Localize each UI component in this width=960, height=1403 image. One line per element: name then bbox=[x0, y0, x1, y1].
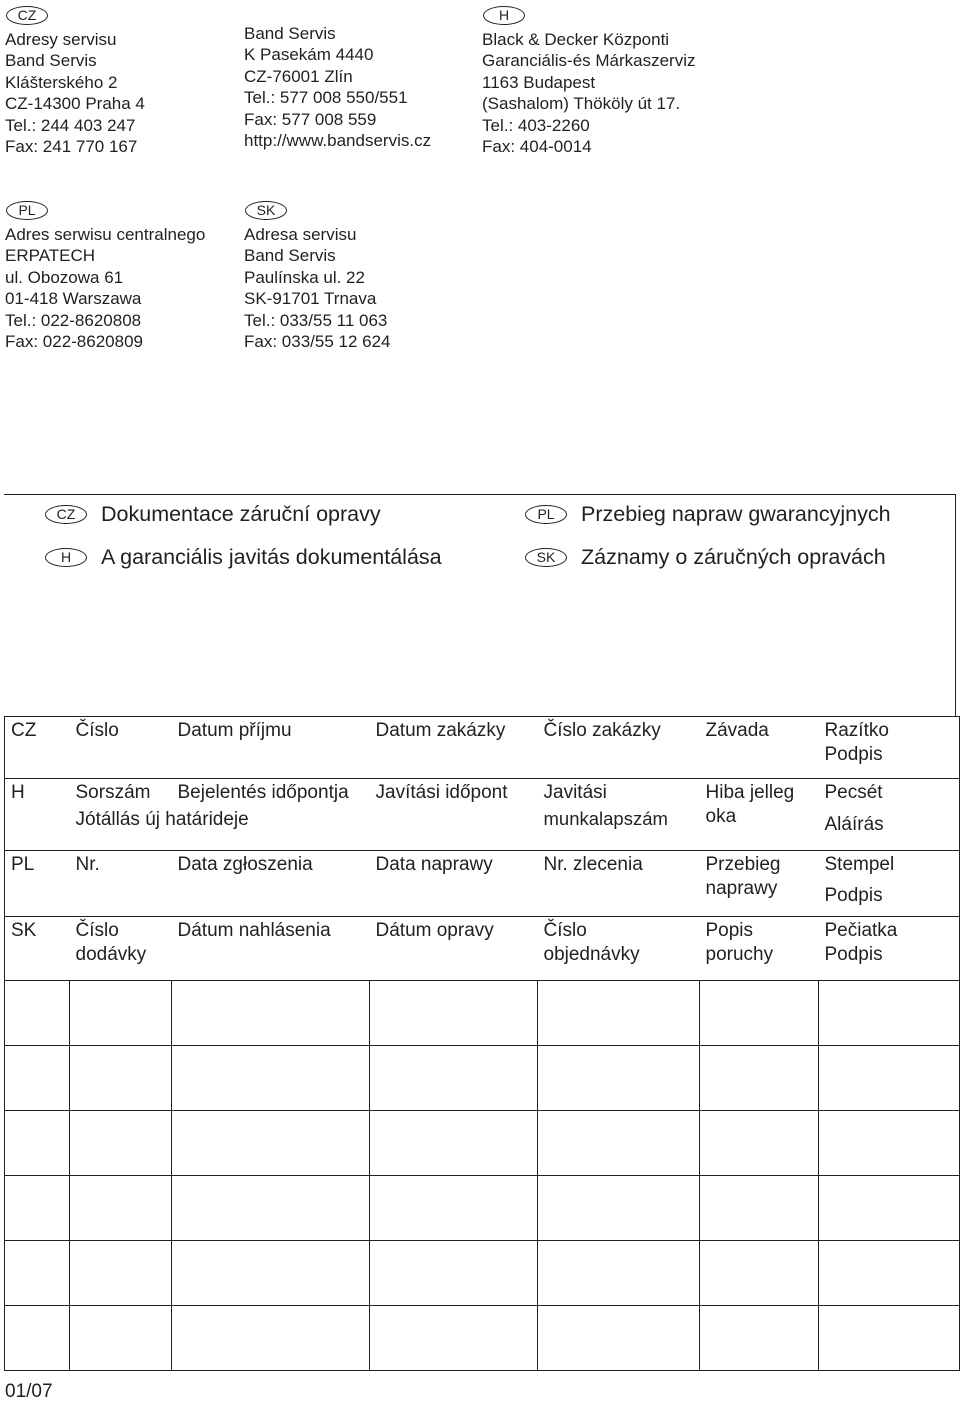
table-cell[interactable] bbox=[538, 1111, 700, 1176]
table-cell[interactable] bbox=[538, 1306, 700, 1371]
title-pl bbox=[525, 502, 891, 527]
address-line: 1163 Budapest bbox=[482, 72, 596, 92]
country-badge-sk: SK bbox=[245, 201, 287, 220]
table-cell[interactable] bbox=[70, 1046, 172, 1111]
col-order-number-label-a: Číslo bbox=[543, 920, 587, 941]
table-cell[interactable] bbox=[172, 1306, 370, 1371]
address-line: SK-91701 Trnava bbox=[244, 289, 377, 309]
col-fault bbox=[700, 851, 819, 917]
address-cz-zlin bbox=[244, 23, 431, 151]
table-cell[interactable] bbox=[172, 1241, 370, 1306]
title-cz bbox=[45, 502, 381, 527]
col-order-number bbox=[538, 779, 700, 851]
col-order-date: Data naprawy bbox=[370, 851, 538, 917]
lang-label-pl: PL bbox=[5, 851, 70, 917]
table-cell[interactable] bbox=[700, 1111, 819, 1176]
website-link[interactable]: http://www.bandservis.cz bbox=[244, 131, 432, 151]
title-badge-sk: SK bbox=[525, 548, 567, 567]
table-row bbox=[5, 1241, 960, 1306]
address-h bbox=[482, 4, 696, 157]
table-cell[interactable] bbox=[538, 981, 700, 1046]
title-box bbox=[4, 494, 956, 716]
table-cell[interactable] bbox=[700, 981, 819, 1046]
address-line: Fax: 241 770 167 bbox=[5, 137, 138, 157]
signature-label: Aláírás bbox=[824, 814, 884, 835]
country-badge-pl: PL bbox=[6, 201, 48, 220]
table-cell[interactable] bbox=[5, 1046, 70, 1111]
table-cell[interactable] bbox=[538, 1241, 700, 1306]
header-row-sk bbox=[5, 917, 960, 981]
col-number: Nr. bbox=[70, 851, 172, 917]
country-badge-h: H bbox=[483, 6, 525, 25]
address-line: Tel.: 244 403 247 bbox=[5, 115, 136, 135]
table-cell[interactable] bbox=[700, 1176, 819, 1241]
address-line: Band Servis bbox=[5, 51, 97, 71]
address-line: Fax: 022-8620809 bbox=[5, 332, 143, 352]
title-text-sk: Záznamy o záručných opravách bbox=[581, 545, 886, 569]
table-cell[interactable] bbox=[172, 1176, 370, 1241]
table-row bbox=[5, 1176, 960, 1241]
title-badge-pl: PL bbox=[525, 505, 567, 524]
table-row bbox=[5, 1111, 960, 1176]
col-stamp-signature bbox=[819, 851, 960, 917]
address-line: ul. Obozowa 61 bbox=[5, 267, 124, 287]
table-cell[interactable] bbox=[70, 1111, 172, 1176]
address-line: Fax: 404-0014 bbox=[482, 137, 592, 157]
col-fault: Závada bbox=[700, 717, 819, 779]
table-cell[interactable] bbox=[5, 1241, 70, 1306]
table-cell[interactable] bbox=[5, 1111, 70, 1176]
col-order-number: Nr. zlecenia bbox=[538, 851, 700, 917]
table-cell[interactable] bbox=[819, 1176, 960, 1241]
address-line: Adres serwisu centralnego bbox=[5, 225, 206, 244]
title-text-cz: Dokumentace záruční opravy bbox=[101, 502, 381, 526]
table-row bbox=[5, 981, 960, 1046]
address-line: CZ-14300 Praha 4 bbox=[5, 94, 145, 114]
table-cell[interactable] bbox=[370, 1176, 538, 1241]
table-cell[interactable] bbox=[370, 1111, 538, 1176]
address-line: Tel.: 403-2260 bbox=[482, 115, 590, 135]
lang-label-h: H bbox=[5, 779, 70, 851]
title-sk bbox=[525, 545, 886, 570]
table-cell[interactable] bbox=[172, 1111, 370, 1176]
table-cell[interactable] bbox=[700, 1306, 819, 1371]
address-line: Fax: 577 008 559 bbox=[244, 109, 377, 129]
address-cz-praha bbox=[5, 4, 145, 157]
col-fault-label-a: Przebieg bbox=[705, 854, 781, 875]
col-stamp-signature bbox=[819, 717, 960, 779]
col-fault-label-b: poruchy bbox=[705, 944, 774, 965]
table-cell[interactable] bbox=[819, 1046, 960, 1111]
signature-label: Podpis bbox=[824, 944, 883, 965]
address-line: K Pasekám 4440 bbox=[244, 45, 374, 65]
table-cell[interactable] bbox=[370, 1241, 538, 1306]
address-line: CZ-76001 Zlín bbox=[244, 66, 353, 86]
table-cell[interactable] bbox=[5, 1306, 70, 1371]
col-order-date: Javítási időpont bbox=[370, 779, 538, 851]
col-fault bbox=[700, 917, 819, 981]
col-fault-label-b: oka bbox=[705, 806, 737, 827]
lang-label-sk: SK bbox=[5, 917, 70, 981]
col-stamp-signature bbox=[819, 779, 960, 851]
address-line: Klášterského 2 bbox=[5, 72, 118, 92]
col-fault-label-b: naprawy bbox=[705, 878, 778, 899]
col-order-number-label-b: munkalapszám bbox=[543, 808, 668, 829]
address-line: Fax: 033/55 12 624 bbox=[244, 332, 391, 352]
title-badge-h: H bbox=[45, 548, 87, 567]
signature-label: Podpis bbox=[824, 744, 883, 765]
address-line: Adresa servisu bbox=[244, 225, 357, 244]
table-cell[interactable] bbox=[70, 1176, 172, 1241]
stamp-label: Pecsét bbox=[824, 782, 883, 803]
lang-label-cz: CZ bbox=[5, 717, 70, 779]
col-stamp-signature bbox=[819, 917, 960, 981]
title-text-h: A garanciális javitás dokumentálása bbox=[101, 545, 442, 569]
address-line: Paulínska ul. 22 bbox=[244, 267, 365, 287]
table-cell[interactable] bbox=[700, 1241, 819, 1306]
table-row bbox=[5, 1046, 960, 1111]
col-number-label-b: dodávky bbox=[75, 944, 147, 965]
table-cell[interactable] bbox=[819, 1241, 960, 1306]
address-pl bbox=[5, 199, 205, 352]
col-fault bbox=[700, 779, 819, 851]
signature-label: Podpis bbox=[824, 885, 883, 906]
col-fault-label-a: Popis bbox=[705, 920, 754, 941]
col-number-label-a: Číslo bbox=[75, 920, 119, 941]
col-number-label: Sorszám bbox=[75, 782, 151, 803]
header-row-cz bbox=[5, 717, 960, 779]
col-number bbox=[70, 917, 172, 981]
stamp-label: Pečiatka bbox=[824, 920, 898, 941]
address-line: Band Servis bbox=[244, 24, 336, 43]
address-line: ERPATECH bbox=[5, 246, 96, 266]
warranty-record-table bbox=[4, 716, 960, 1371]
col-number: Číslo bbox=[70, 717, 172, 779]
header-row-pl bbox=[5, 851, 960, 917]
table-cell[interactable] bbox=[700, 1046, 819, 1111]
table-cell[interactable] bbox=[370, 1046, 538, 1111]
col-received-date: Datum příjmu bbox=[172, 717, 370, 779]
header-row-h bbox=[5, 779, 960, 851]
col-received-date-label: Bejelentés időpontja bbox=[177, 782, 349, 803]
address-line: Band Servis bbox=[244, 246, 336, 266]
title-h bbox=[45, 545, 442, 570]
stamp-label: Stempel bbox=[824, 854, 895, 875]
col-received-date: Data zgłoszenia bbox=[172, 851, 370, 917]
country-badge-cz: CZ bbox=[6, 6, 48, 25]
col-order-number bbox=[538, 917, 700, 981]
warranty-new-deadline: Jótállás új határideje bbox=[75, 809, 249, 830]
title-text-pl: Przebieg napraw gwarancyjnych bbox=[581, 502, 891, 526]
table-cell[interactable] bbox=[819, 1306, 960, 1371]
table-cell[interactable] bbox=[819, 1111, 960, 1176]
table-cell[interactable] bbox=[172, 1046, 370, 1111]
address-line: Tel.: 022-8620808 bbox=[5, 310, 142, 330]
table-cell[interactable] bbox=[70, 981, 172, 1046]
table-cell[interactable] bbox=[5, 1176, 70, 1241]
table-cell[interactable] bbox=[70, 1306, 172, 1371]
address-line: Tel.: 577 008 550/551 bbox=[244, 88, 408, 108]
col-order-number-label-b: objednávky bbox=[543, 944, 640, 965]
col-received-date: Dátum nahlásenia bbox=[172, 917, 370, 981]
address-line: Tel.: 033/55 11 063 bbox=[244, 310, 388, 330]
address-line: 01-418 Warszawa bbox=[5, 289, 142, 309]
table-cell[interactable] bbox=[172, 981, 370, 1046]
col-order-date: Dátum opravy bbox=[370, 917, 538, 981]
table-cell[interactable] bbox=[370, 1306, 538, 1371]
address-line: Black & Decker Központi bbox=[482, 30, 670, 49]
col-order-date: Datum zakázky bbox=[370, 717, 538, 779]
table-cell[interactable] bbox=[70, 1241, 172, 1306]
table-cell[interactable] bbox=[5, 981, 70, 1046]
document-code: 01/07 bbox=[5, 1381, 53, 1402]
col-order-number-label-a: Javitási bbox=[543, 782, 607, 803]
table-cell[interactable] bbox=[538, 1046, 700, 1111]
address-line: Garanciális-és Márkaszerviz bbox=[482, 51, 696, 71]
title-badge-cz: CZ bbox=[45, 505, 87, 524]
table-row bbox=[5, 1306, 960, 1371]
address-line: Adresy servisu bbox=[5, 30, 117, 49]
stamp-label: Razítko bbox=[824, 720, 889, 741]
table-cell[interactable] bbox=[819, 981, 960, 1046]
address-line: (Sashalom) Thököly út 17. bbox=[482, 94, 681, 114]
address-sk bbox=[244, 199, 391, 352]
table-cell[interactable] bbox=[538, 1176, 700, 1241]
col-order-number: Číslo zakázky bbox=[538, 717, 700, 779]
col-fault-label-a: Hiba jelleg bbox=[705, 782, 795, 803]
table-cell[interactable] bbox=[370, 981, 538, 1046]
